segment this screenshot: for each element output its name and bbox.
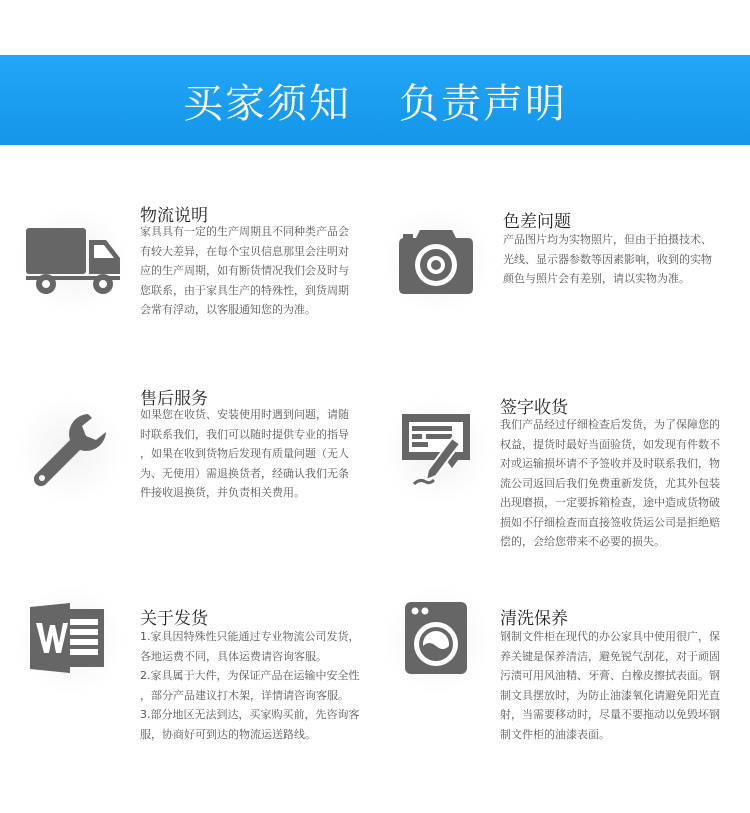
banner-title-left: 买家须知 [183, 80, 351, 127]
body-line: 污渍可用风油精、牙膏、白橡皮擦拭表面。钢 [500, 669, 720, 682]
body-line: 养关键是保养清洁，避免锐气刮花，对于顽固 [500, 649, 720, 663]
body-line: 制文具摆放时，为防止油漆氧化请避免阳光直 [500, 688, 720, 702]
wrench-icon [30, 410, 110, 490]
word-document-icon [30, 603, 106, 673]
section-body [503, 230, 712, 289]
body-line: 权益，提货时最好当面验货，如发现有件数不 [500, 437, 720, 451]
body-line: 有较大差异，在每个宝贝信息那里会注明对 [140, 244, 349, 258]
section-body [500, 627, 720, 744]
body-line: 我们产品经过仔细检查后发货，为了保障您的 [500, 418, 720, 431]
body-line: 产品图片均为实物照片，但由于拍摄技术、 [503, 233, 712, 246]
body-line: 颜色与照片会有差别，请以实物为准。 [503, 272, 690, 285]
body-line: 会常有浮动，以客服通知您的为准。 [140, 303, 316, 316]
body-line: 偿的，会给您带来不必要的损失。 [500, 535, 665, 548]
body-line: 损如不仔细检查而直接签收货运公司是拒绝赔 [500, 515, 720, 529]
body-line: 对或运输损坏请不予签收并及时联系我们，物 [500, 457, 720, 470]
body-line: 应的生产周期，如有断货情况我们会及时与 [140, 264, 349, 277]
body-line: ，如果在收到货物后发现有质量问题（无人 [140, 447, 349, 460]
body-line: 光线、显示器参数等因素影响，收到的实物 [503, 252, 712, 266]
section-title: 售后服务 [140, 389, 208, 409]
section-body [140, 222, 349, 320]
body-line: 出现磨损，一定要拆箱检查，途中造成货物破 [500, 496, 720, 509]
body-line: 家具具有一定的生产周期且不同种类产品会 [140, 225, 349, 238]
banner-title [0, 55, 750, 145]
body-line: 各地运费不同，具体运费请咨询客服。 [140, 649, 327, 663]
section-title: 关于发货 [140, 609, 208, 629]
section-title: 清洗保养 [500, 609, 568, 629]
body-line: 1.家具因特殊性只能通过专业物流公司发货， [140, 630, 360, 643]
section-body [140, 627, 360, 744]
body-line: ，部分产品建议打木架，详情请咨询客服。 [140, 688, 349, 702]
sign-document-icon [400, 410, 476, 488]
banner-title-right: 负责声明 [399, 80, 567, 127]
body-line: 2.家具属于大件，为保证产品在运输中安全性 [140, 669, 360, 682]
body-line: 射，当需要移动时，尽量不要拖动以免毁坏钢 [500, 708, 720, 721]
washing-machine-icon [405, 602, 467, 674]
truck-icon [26, 226, 122, 296]
body-line: 服，协商好可到达的物流运送路线。 [140, 727, 316, 741]
section-body [140, 405, 349, 503]
body-line: 制文件柜的油漆表面。 [500, 727, 610, 741]
body-line: 如果您在收货、安装使用时遇到问题，请随 [140, 408, 349, 421]
section-title: 物流说明 [140, 206, 208, 226]
body-line: 3.部分地区无法到达，买家购买前，先咨询客 [140, 708, 360, 721]
body-line: 为、无使用）需退换货者，经确认我们无条 [140, 466, 349, 480]
body-line: 件接收退换货，并负责相关费用。 [140, 486, 305, 499]
section-title: 签字收货 [500, 398, 568, 418]
section-title: 色差问题 [503, 212, 571, 232]
body-line: 钢制文件柜在现代的办公家具中使用很广，保 [500, 630, 720, 643]
body-line: 时联系我们，我们可以随时提供专业的指导 [140, 427, 349, 441]
body-line: 您联系，由于家具生产的特殊性，到货周期 [140, 283, 349, 297]
header-banner [0, 55, 750, 145]
body-line: 流公司返回后我们免费重新发货，尤其外包装 [500, 476, 720, 490]
camera-icon [398, 226, 474, 296]
section-body [500, 415, 720, 552]
